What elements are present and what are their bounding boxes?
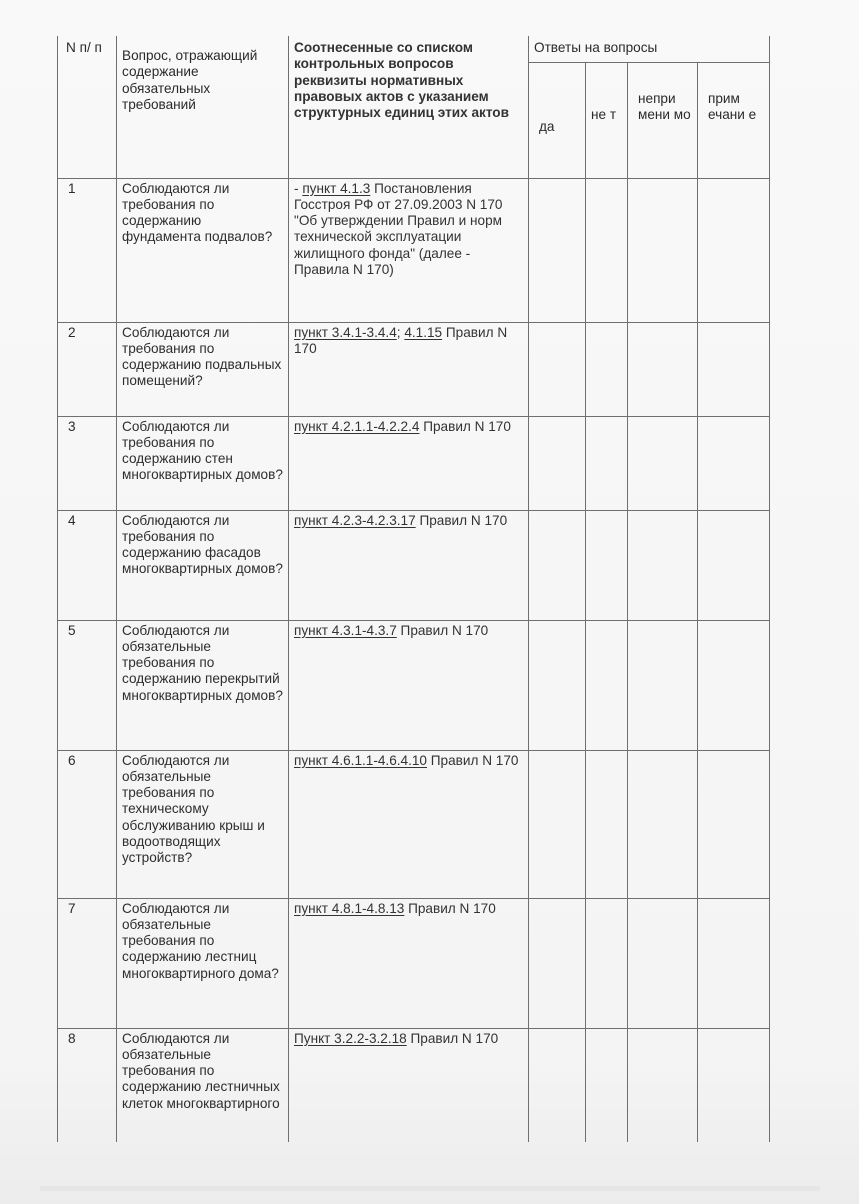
row-question: Соблюдаются ли обязательные требования по техническому обслуживанию крыш и водоотводящих устройств? <box>117 750 289 898</box>
table-row <box>58 1028 770 1142</box>
answer-note-cell <box>698 178 770 322</box>
reference-link[interactable]: пункт 4.6.1.1-4.6.4.10 <box>294 752 427 768</box>
checklist-table <box>57 36 770 1142</box>
answer-yes-cell <box>529 750 586 898</box>
reference-prefix: - <box>294 180 303 196</box>
answer-yes-cell <box>529 510 586 620</box>
table-row <box>58 416 770 510</box>
answer-note-cell <box>698 322 770 416</box>
header-note: прим ечани е <box>698 62 770 178</box>
row-question: Соблюдаются ли обязательные требования по содержанию лестничных клеток многоквартирного <box>117 1028 289 1142</box>
row-reference <box>289 178 529 322</box>
row-question: Соблюдаются ли обязательные требования по содержанию лестниц многоквартирного дома? <box>117 898 289 1028</box>
reference-separator: ; <box>396 324 405 340</box>
row-number: 7 <box>58 898 117 1028</box>
header-answers: Ответы на вопросы <box>529 36 770 62</box>
scan-edge <box>40 1186 820 1191</box>
row-reference <box>289 898 529 1028</box>
answer-note-cell <box>698 620 770 750</box>
answer-note-cell <box>698 750 770 898</box>
header-question: Вопрос, отражающий содержание обязательных требований <box>117 36 289 178</box>
answer-yes-cell <box>529 898 586 1028</box>
table-body <box>58 178 770 1142</box>
row-question: Соблюдаются ли требования по содержанию стен многоквартирных домов? <box>117 416 289 510</box>
answer-note-cell <box>698 416 770 510</box>
header-reference: Соотнесенные со списком контрольных вопросов реквизиты нормативных правовых актов с указанием структурных единиц этих актов <box>289 36 529 178</box>
row-question: Соблюдаются ли требования по содержанию фундамента подвалов? <box>117 178 289 322</box>
reference-link[interactable]: пункт 4.3.1-4.3.7 <box>294 622 397 638</box>
reference-text: Правил N 170 <box>427 752 519 768</box>
row-reference <box>289 322 529 416</box>
table-row <box>58 178 770 322</box>
reference-link[interactable]: пункт 4.2.1.1-4.2.2.4 <box>294 418 420 434</box>
row-reference <box>289 510 529 620</box>
answer-note-cell <box>698 510 770 620</box>
reference-text: Правил N 170 <box>396 622 489 638</box>
header-num: N п/ п <box>58 36 117 178</box>
answer-not-applicable-cell <box>628 510 698 620</box>
row-number: 8 <box>58 1028 117 1142</box>
reference-link[interactable]: пункт 4.1.3 <box>302 180 371 196</box>
table-row <box>58 898 770 1028</box>
answer-no-cell <box>586 620 628 750</box>
reference-link[interactable]: пункт 4.8.1-4.8.13 <box>294 900 405 916</box>
header-yes: да <box>529 62 586 178</box>
row-reference <box>289 620 529 750</box>
row-question: Соблюдаются ли обязательные требования по содержанию перекрытий многоквартирных домов? <box>117 620 289 750</box>
row-reference <box>289 750 529 898</box>
answer-not-applicable-cell <box>628 322 698 416</box>
answer-no-cell <box>586 750 628 898</box>
answer-not-applicable-cell <box>628 750 698 898</box>
table-row <box>58 510 770 620</box>
reference-text: Правил N 170 <box>406 1030 499 1046</box>
row-question: Соблюдаются ли требования по содержанию фасадов многоквартирных домов? <box>117 510 289 620</box>
reference-link[interactable]: пункт 4.2.3-4.2.3.17 <box>294 512 416 528</box>
answer-yes-cell <box>529 1028 586 1142</box>
row-number: 1 <box>58 178 117 322</box>
reference-text: Постановления Госстроя РФ от 27.09.2003 N 170 "Об утверждении Правил и норм технической эксплуатации жилищного фонда" (далее - Правила N 170) <box>294 180 503 278</box>
answer-not-applicable-cell <box>628 416 698 510</box>
answer-yes-cell <box>529 416 586 510</box>
answer-not-applicable-cell <box>628 898 698 1028</box>
answer-not-applicable-cell <box>628 1028 698 1142</box>
row-reference <box>289 1028 529 1142</box>
reference-text: Правил N 170 <box>294 324 508 356</box>
answer-yes-cell <box>529 178 586 322</box>
row-number: 2 <box>58 322 117 416</box>
header-not-applicable: непри мени мо <box>628 62 698 178</box>
row-number: 3 <box>58 416 117 510</box>
reference-link[interactable]: Пункт 3.2.2-3.2.18 <box>294 1030 407 1046</box>
answer-note-cell <box>698 898 770 1028</box>
answer-not-applicable-cell <box>628 620 698 750</box>
table-row <box>58 750 770 898</box>
table-row <box>58 322 770 416</box>
answer-note-cell <box>698 1028 770 1142</box>
answer-no-cell <box>586 510 628 620</box>
row-question: Соблюдаются ли требования по содержанию подвальных помещений? <box>117 322 289 416</box>
row-number: 6 <box>58 750 117 898</box>
answer-yes-cell <box>529 322 586 416</box>
answer-no-cell <box>586 322 628 416</box>
reference-text: Правил N 170 <box>404 900 496 916</box>
answer-no-cell <box>586 898 628 1028</box>
answer-no-cell <box>586 1028 628 1142</box>
table-row <box>58 620 770 750</box>
answer-not-applicable-cell <box>628 178 698 322</box>
header-no: не т <box>586 62 628 178</box>
answer-no-cell <box>586 416 628 510</box>
answer-no-cell <box>586 178 628 322</box>
reference-text: Правил N 170 <box>419 418 511 434</box>
answer-yes-cell <box>529 620 586 750</box>
row-reference <box>289 416 529 510</box>
reference-text: Правил N 170 <box>415 512 508 528</box>
row-number: 5 <box>58 620 117 750</box>
row-number: 4 <box>58 510 117 620</box>
reference-link[interactable]: 4.1.15 <box>404 324 443 340</box>
reference-link[interactable]: пункт 3.4.1-3.4.4 <box>294 324 397 340</box>
table-header <box>58 36 770 178</box>
